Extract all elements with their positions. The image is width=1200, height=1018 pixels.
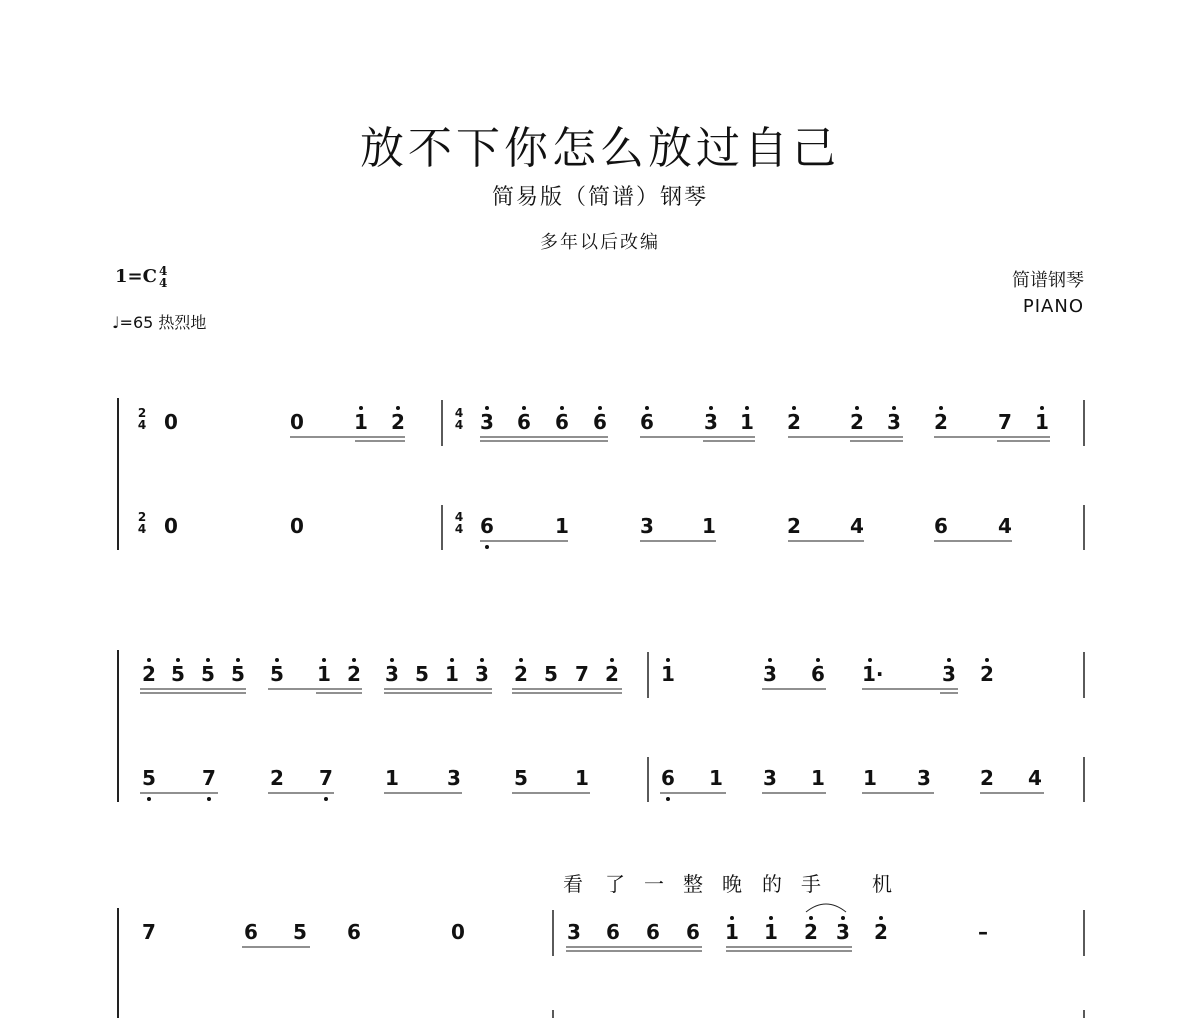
lyric-char: 晚 bbox=[722, 872, 742, 896]
note: 3 bbox=[836, 920, 850, 944]
note: 4 bbox=[998, 514, 1012, 538]
note: 7 bbox=[575, 662, 589, 686]
note: 5 bbox=[231, 662, 245, 686]
note: 3 bbox=[704, 410, 718, 434]
octave-dot bbox=[947, 658, 951, 662]
octave-dot bbox=[645, 406, 649, 410]
note: 1 bbox=[354, 410, 368, 434]
octave-dot bbox=[522, 406, 526, 410]
tempo-text: =65 热烈地 bbox=[119, 313, 207, 332]
octave-dot bbox=[519, 658, 523, 662]
octave-dot bbox=[841, 916, 845, 920]
note: 1 bbox=[385, 766, 399, 790]
note: 1 bbox=[702, 514, 716, 538]
note: 1 bbox=[863, 766, 877, 790]
octave-dot bbox=[868, 658, 872, 662]
note: 3 bbox=[917, 766, 931, 790]
octave-dot bbox=[709, 406, 713, 410]
ts-bottom: 4 bbox=[454, 522, 464, 536]
octave-dot bbox=[792, 406, 796, 410]
note: 5 bbox=[142, 766, 156, 790]
note: 2 bbox=[142, 662, 156, 686]
note: 1 bbox=[740, 410, 754, 434]
octave-dot bbox=[879, 916, 883, 920]
sustain-dash: – bbox=[978, 920, 988, 944]
key-label: 1=C bbox=[115, 266, 157, 287]
lyric-char: 看 bbox=[563, 872, 583, 896]
note: 1 bbox=[317, 662, 331, 686]
song-subtitle: 简易版（简谱）钢琴 bbox=[491, 185, 708, 210]
octave-dot bbox=[1040, 406, 1044, 410]
octave-dot bbox=[730, 916, 734, 920]
time-sig-4-4 bbox=[453, 407, 465, 431]
instrument-name-cn: 简谱钢琴 bbox=[1012, 270, 1084, 291]
note: 6 bbox=[555, 410, 569, 434]
octave-dot bbox=[816, 658, 820, 662]
octave-dot bbox=[598, 406, 602, 410]
note: 2 bbox=[787, 410, 801, 434]
note: 1· bbox=[862, 662, 884, 686]
octave-dot bbox=[485, 406, 489, 410]
ts-bottom: 4 bbox=[137, 522, 147, 536]
note: 7 bbox=[998, 410, 1012, 434]
ts-bottom: 4 bbox=[137, 418, 147, 432]
note: 6 bbox=[661, 766, 675, 790]
note: 6 bbox=[593, 410, 607, 434]
note: 3 bbox=[475, 662, 489, 686]
octave-dot bbox=[390, 658, 394, 662]
note: 1 bbox=[811, 766, 825, 790]
octave-dot bbox=[610, 658, 614, 662]
instrument-name-en: PIANO bbox=[1022, 296, 1084, 317]
note: 2 bbox=[980, 662, 994, 686]
note: 1 bbox=[709, 766, 723, 790]
note: 1 bbox=[1035, 410, 1049, 434]
octave-dot bbox=[768, 658, 772, 662]
octave-dot bbox=[450, 658, 454, 662]
note: 5 bbox=[201, 662, 215, 686]
note: 0 bbox=[164, 514, 178, 538]
note: 7 bbox=[202, 766, 216, 790]
note: 2 bbox=[347, 662, 361, 686]
note: 2 bbox=[391, 410, 405, 434]
octave-dot bbox=[560, 406, 564, 410]
note: 5 bbox=[270, 662, 284, 686]
octave-dot bbox=[322, 658, 326, 662]
note: 6 bbox=[244, 920, 258, 944]
octave-dot-low bbox=[485, 545, 489, 549]
note: 3 bbox=[942, 662, 956, 686]
note: 6 bbox=[480, 514, 494, 538]
time-sig-top: 4 bbox=[158, 264, 168, 278]
note: 1 bbox=[764, 920, 778, 944]
note: 2 bbox=[787, 514, 801, 538]
note: 0 bbox=[164, 410, 178, 434]
note: 0 bbox=[451, 920, 465, 944]
note: 3 bbox=[640, 514, 654, 538]
octave-dot bbox=[176, 658, 180, 662]
lyric-char: 一 bbox=[644, 872, 664, 896]
octave-dot bbox=[275, 658, 279, 662]
note: 2 bbox=[980, 766, 994, 790]
ts-top: 4 bbox=[454, 406, 464, 420]
note: 6 bbox=[686, 920, 700, 944]
octave-dot-low bbox=[147, 797, 151, 801]
octave-dot-low bbox=[324, 797, 328, 801]
octave-dot bbox=[480, 658, 484, 662]
ts-top: 2 bbox=[137, 406, 147, 420]
octave-dot bbox=[809, 916, 813, 920]
octave-dot bbox=[147, 658, 151, 662]
note: 6 bbox=[517, 410, 531, 434]
note: 3 bbox=[887, 410, 901, 434]
time-sig-bottom: 4 bbox=[158, 276, 168, 290]
note: 6 bbox=[646, 920, 660, 944]
octave-dot bbox=[236, 658, 240, 662]
octave-dot bbox=[985, 658, 989, 662]
note: 1 bbox=[575, 766, 589, 790]
note: 1 bbox=[445, 662, 459, 686]
note: 1 bbox=[661, 662, 675, 686]
octave-dot bbox=[359, 406, 363, 410]
lyric-char: 机 bbox=[872, 872, 892, 896]
note: 3 bbox=[567, 920, 581, 944]
lyric-char: 手 bbox=[801, 872, 821, 896]
note: 4 bbox=[1028, 766, 1042, 790]
octave-dot bbox=[352, 658, 356, 662]
note: 5 bbox=[514, 766, 528, 790]
note: 2 bbox=[804, 920, 818, 944]
lyric-char: 了 bbox=[605, 872, 625, 896]
note: 3 bbox=[385, 662, 399, 686]
ts-top: 2 bbox=[137, 510, 147, 524]
octave-dot bbox=[769, 916, 773, 920]
octave-dot bbox=[745, 406, 749, 410]
octave-dot bbox=[939, 406, 943, 410]
note: 5 bbox=[544, 662, 558, 686]
note: 1 bbox=[725, 920, 739, 944]
note: 3 bbox=[447, 766, 461, 790]
note: 2 bbox=[270, 766, 284, 790]
octave-dot bbox=[206, 658, 210, 662]
note: 6 bbox=[347, 920, 361, 944]
note: 7 bbox=[142, 920, 156, 944]
lyric-char: 整 bbox=[683, 872, 703, 896]
note: 5 bbox=[293, 920, 307, 944]
time-sig-2-4 bbox=[136, 511, 148, 535]
song-title: 放不下你怎么放过自己 bbox=[360, 123, 840, 174]
arranger-credit: 多年以后改编 bbox=[540, 232, 660, 253]
note: 2 bbox=[850, 410, 864, 434]
note: 2 bbox=[514, 662, 528, 686]
octave-dot bbox=[892, 406, 896, 410]
time-sig-4-4 bbox=[453, 511, 465, 535]
lyric-char: 的 bbox=[762, 872, 782, 896]
note: 5 bbox=[171, 662, 185, 686]
note: 2 bbox=[934, 410, 948, 434]
octave-dot bbox=[666, 658, 670, 662]
note: 0 bbox=[290, 514, 304, 538]
note: 6 bbox=[640, 410, 654, 434]
note: 5 bbox=[415, 662, 429, 686]
note: 6 bbox=[811, 662, 825, 686]
quarter-note-icon: ♩ bbox=[112, 313, 120, 332]
note: 7 bbox=[319, 766, 333, 790]
octave-dot bbox=[396, 406, 400, 410]
ts-bottom: 4 bbox=[454, 418, 464, 432]
octave-dot bbox=[855, 406, 859, 410]
octave-dot-low bbox=[207, 797, 211, 801]
note: 4 bbox=[850, 514, 864, 538]
note: 6 bbox=[606, 920, 620, 944]
time-sig-2-4 bbox=[136, 407, 148, 431]
ts-top: 4 bbox=[454, 510, 464, 524]
note: 3 bbox=[763, 662, 777, 686]
note: 2 bbox=[874, 920, 888, 944]
note: 3 bbox=[480, 410, 494, 434]
note: 6 bbox=[934, 514, 948, 538]
note: 1 bbox=[555, 514, 569, 538]
note: 0 bbox=[290, 410, 304, 434]
note: 3 bbox=[763, 766, 777, 790]
note: 2 bbox=[605, 662, 619, 686]
octave-dot-low bbox=[666, 797, 670, 801]
